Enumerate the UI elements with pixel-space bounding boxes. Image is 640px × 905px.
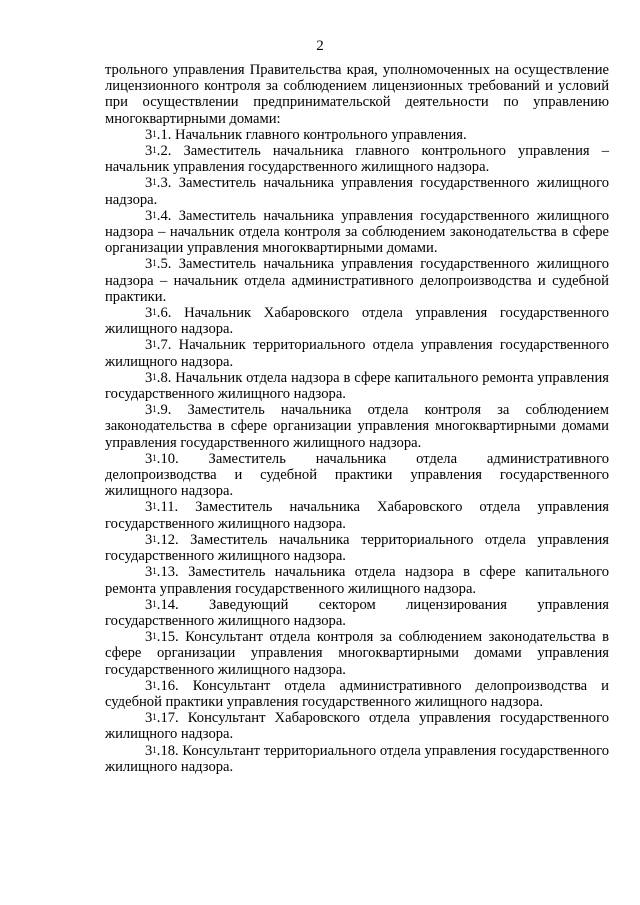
item-number: 3 bbox=[145, 305, 153, 322]
list-item bbox=[105, 743, 609, 775]
document-body bbox=[105, 62, 609, 775]
item-number: 3 bbox=[145, 256, 153, 273]
item-number: 3 bbox=[145, 629, 153, 646]
intro-paragraph: трольного управления Правительства края, уполномоченных на осуществление лицензионного контроля за соблюдением лицензионных требований и условий при осуществлении предпринимательской деятельности по управлению многоквартирными домами: bbox=[105, 62, 609, 127]
list-item bbox=[105, 710, 609, 742]
item-text: .5. Заместитель начальника управления государственного жилищного надзора – начальник отдела административного делопроизводства и судебной практики. bbox=[105, 256, 609, 305]
item-superscript: 1 bbox=[152, 501, 157, 512]
item-number: 3 bbox=[145, 126, 153, 143]
item-number: 3 bbox=[145, 596, 153, 613]
list-item bbox=[105, 564, 609, 596]
item-superscript: 1 bbox=[152, 371, 157, 382]
item-text: .8. Начальник отдела надзора в сфере капитального ремонта управления государственного жилищного надзора. bbox=[105, 369, 609, 403]
list-item bbox=[105, 597, 609, 629]
list-item bbox=[105, 305, 609, 337]
item-number: 3 bbox=[145, 337, 153, 354]
item-superscript: 1 bbox=[152, 307, 157, 318]
item-text: .4. Заместитель начальника управления государственного жилищного надзора – начальник отдела контроля за соблюдением законодательства в сфере организации управления многоквартирными домами. bbox=[105, 207, 609, 257]
item-number: 3 bbox=[145, 450, 153, 467]
item-number: 3 bbox=[145, 207, 153, 224]
item-superscript: 1 bbox=[152, 404, 157, 415]
item-superscript: 1 bbox=[152, 258, 157, 269]
item-text: .15. Консультант отдела контроля за соблюдением законодательства в сфере организации управления многоквартирными домами управления государственного жилищного надзора. bbox=[105, 629, 609, 678]
item-text: .18. Консультант территориального отдела управления государственного жилищного надзора. bbox=[105, 742, 609, 775]
item-superscript: 1 bbox=[152, 128, 157, 139]
item-number: 3 bbox=[145, 742, 153, 759]
list-item bbox=[105, 402, 609, 451]
item-superscript: 1 bbox=[152, 177, 157, 188]
list-item bbox=[105, 451, 609, 500]
item-number: 3 bbox=[145, 369, 153, 386]
item-number: 3 bbox=[145, 710, 153, 727]
list-item bbox=[105, 256, 609, 305]
list-item bbox=[105, 370, 609, 402]
item-text: .17. Консультант Хабаровского отдела управления государственного жилищного надзора. bbox=[105, 710, 609, 743]
list-item bbox=[105, 499, 609, 531]
item-superscript: 1 bbox=[152, 339, 157, 350]
item-superscript: 1 bbox=[152, 598, 157, 609]
item-number: 3 bbox=[145, 499, 153, 516]
item-superscript: 1 bbox=[152, 452, 157, 463]
item-superscript: 1 bbox=[152, 145, 157, 156]
item-text: .11. Заместитель начальника Хабаровского отдела управления государственного жилищного надзора. bbox=[105, 499, 609, 532]
list-item bbox=[105, 208, 609, 257]
item-superscript: 1 bbox=[152, 209, 157, 220]
item-number: 3 bbox=[145, 531, 153, 548]
item-number: 3 bbox=[145, 143, 153, 160]
item-text: .7. Начальник территориального отдела управления государственного жилищного надзора. bbox=[105, 337, 609, 370]
page-number: 2 bbox=[316, 38, 324, 54]
item-text: .16. Консультант отдела административного делопроизводства и судебной практики управления государственного жилищного надзора. bbox=[105, 677, 609, 710]
list-item bbox=[105, 127, 609, 143]
item-number: 3 bbox=[145, 402, 153, 419]
item-superscript: 1 bbox=[152, 744, 157, 755]
item-text: .13. Заместитель начальника отдела надзора в сфере капитального ремонта управления государственного жилищного надзора. bbox=[105, 564, 609, 597]
list-item bbox=[105, 532, 609, 564]
list-item bbox=[105, 629, 609, 678]
item-superscript: 1 bbox=[152, 566, 157, 577]
item-text: .10. Заместитель начальника отдела административного делопроизводства и судебной практики управления государственного жилищного надзора. bbox=[105, 450, 609, 500]
item-number: 3 bbox=[145, 175, 153, 192]
item-text: .1. Начальник главного контрольного управления. bbox=[156, 126, 467, 143]
list-item bbox=[105, 143, 609, 175]
list-item bbox=[105, 175, 609, 207]
list-item bbox=[105, 678, 609, 710]
item-text: .3. Заместитель начальника управления государственного жилищного надзора. bbox=[105, 175, 609, 208]
item-text: .14. Заведующий сектором лицензирования управления государственного жилищного надзора. bbox=[105, 596, 609, 629]
item-text: .12. Заместитель начальника территориального отдела управления государственного жилищного надзора. bbox=[105, 531, 609, 565]
item-superscript: 1 bbox=[152, 679, 157, 690]
list-item bbox=[105, 337, 609, 369]
item-text: .9. Заместитель начальника отдела контроля за соблюдением законодательства в сфере организации управления многоквартирными домами управления государственного жилищного надзора. bbox=[105, 402, 609, 451]
item-text: .2. Заместитель начальника главного контрольного управления – начальник управления государственного жилищного надзора. bbox=[105, 143, 609, 176]
item-superscript: 1 bbox=[152, 533, 157, 544]
item-superscript: 1 bbox=[152, 631, 157, 642]
item-number: 3 bbox=[145, 564, 153, 581]
item-superscript: 1 bbox=[152, 712, 157, 723]
item-number: 3 bbox=[145, 677, 153, 694]
item-text: .6. Начальник Хабаровского отдела управления государственного жилищного надзора. bbox=[105, 305, 609, 338]
